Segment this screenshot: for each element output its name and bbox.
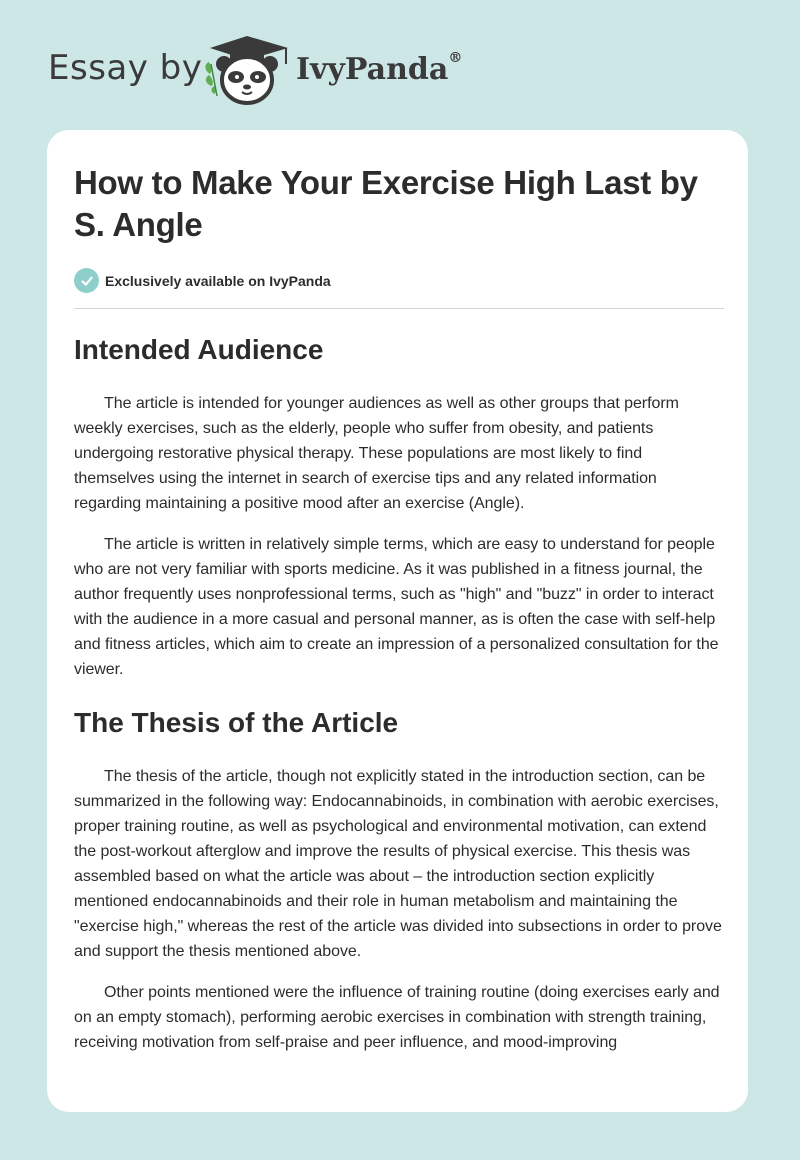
page-title: How to Make Your Exercise High Last by S. Angle: [74, 164, 698, 243]
panda-graduate-logo-icon[interactable]: [200, 34, 294, 108]
ivy-leaf-icon: [205, 62, 217, 96]
check-circle-icon: [74, 268, 99, 293]
brand-name[interactable]: [296, 52, 462, 87]
essay-by-label: Essay by: [48, 48, 203, 88]
divider: [74, 308, 724, 309]
essay-card: [47, 130, 748, 1112]
section-heading: The Thesis of the Article: [74, 707, 399, 738]
essay-content: [74, 162, 724, 1055]
brand-text: IvyPanda: [296, 52, 449, 87]
paragraph: The thesis of the article, though not explicitly stated in the introduction section, can be summarized in the following way: Endocannabinoids, in combination with aerobic exercises, proper training routine, as well as psychological and environmental motivation, can extend the post-workout afterglow and improve the results of physical exercise. This thesis was assembled based on what the article was about – the introduction section explicitly mentioned endocannabinoids and their role in human metabolism and maintaining the "exercise high," whereas the rest of the article was divided into subsections in order to prove and support the thesis mentioned above.: [74, 768, 722, 960]
site-header: [0, 0, 800, 130]
badge-label: Exclusively available on IvyPanda: [105, 272, 331, 289]
paragraph: The article is written in relatively simple terms, which are easy to understand for people who are not very familiar with sports medicine. As it was published in a fitness journal, the author frequently uses nonprofessional terms, such as "high" and "buzz" in order to interact with the audience in a more casual and personal manner, as is often the case with self-help and fitness articles, which aim to create an impression of a personalized consultation for the viewer.: [74, 536, 719, 678]
registered-mark: ®: [448, 50, 463, 66]
exclusive-badge: [74, 268, 724, 293]
paragraph: The article is intended for younger audiences as well as other groups that perform weekly exercises, such as the elderly, people who suffer from obesity, and patients undergoing restorative physical therapy. These populations are most likely to find themselves using the internet in search of exercise tips and any related information regarding maintaining a positive mood after an exercise (Angle).: [74, 395, 679, 512]
paragraph: Other points mentioned were the influence of training routine (doing exercises early and on an empty stomach), performing aerobic exercises in combination with strength training, receiving motivation from self-praise and peer influence, and mood-improving: [74, 984, 720, 1051]
section-heading: Intended Audience: [74, 334, 324, 365]
